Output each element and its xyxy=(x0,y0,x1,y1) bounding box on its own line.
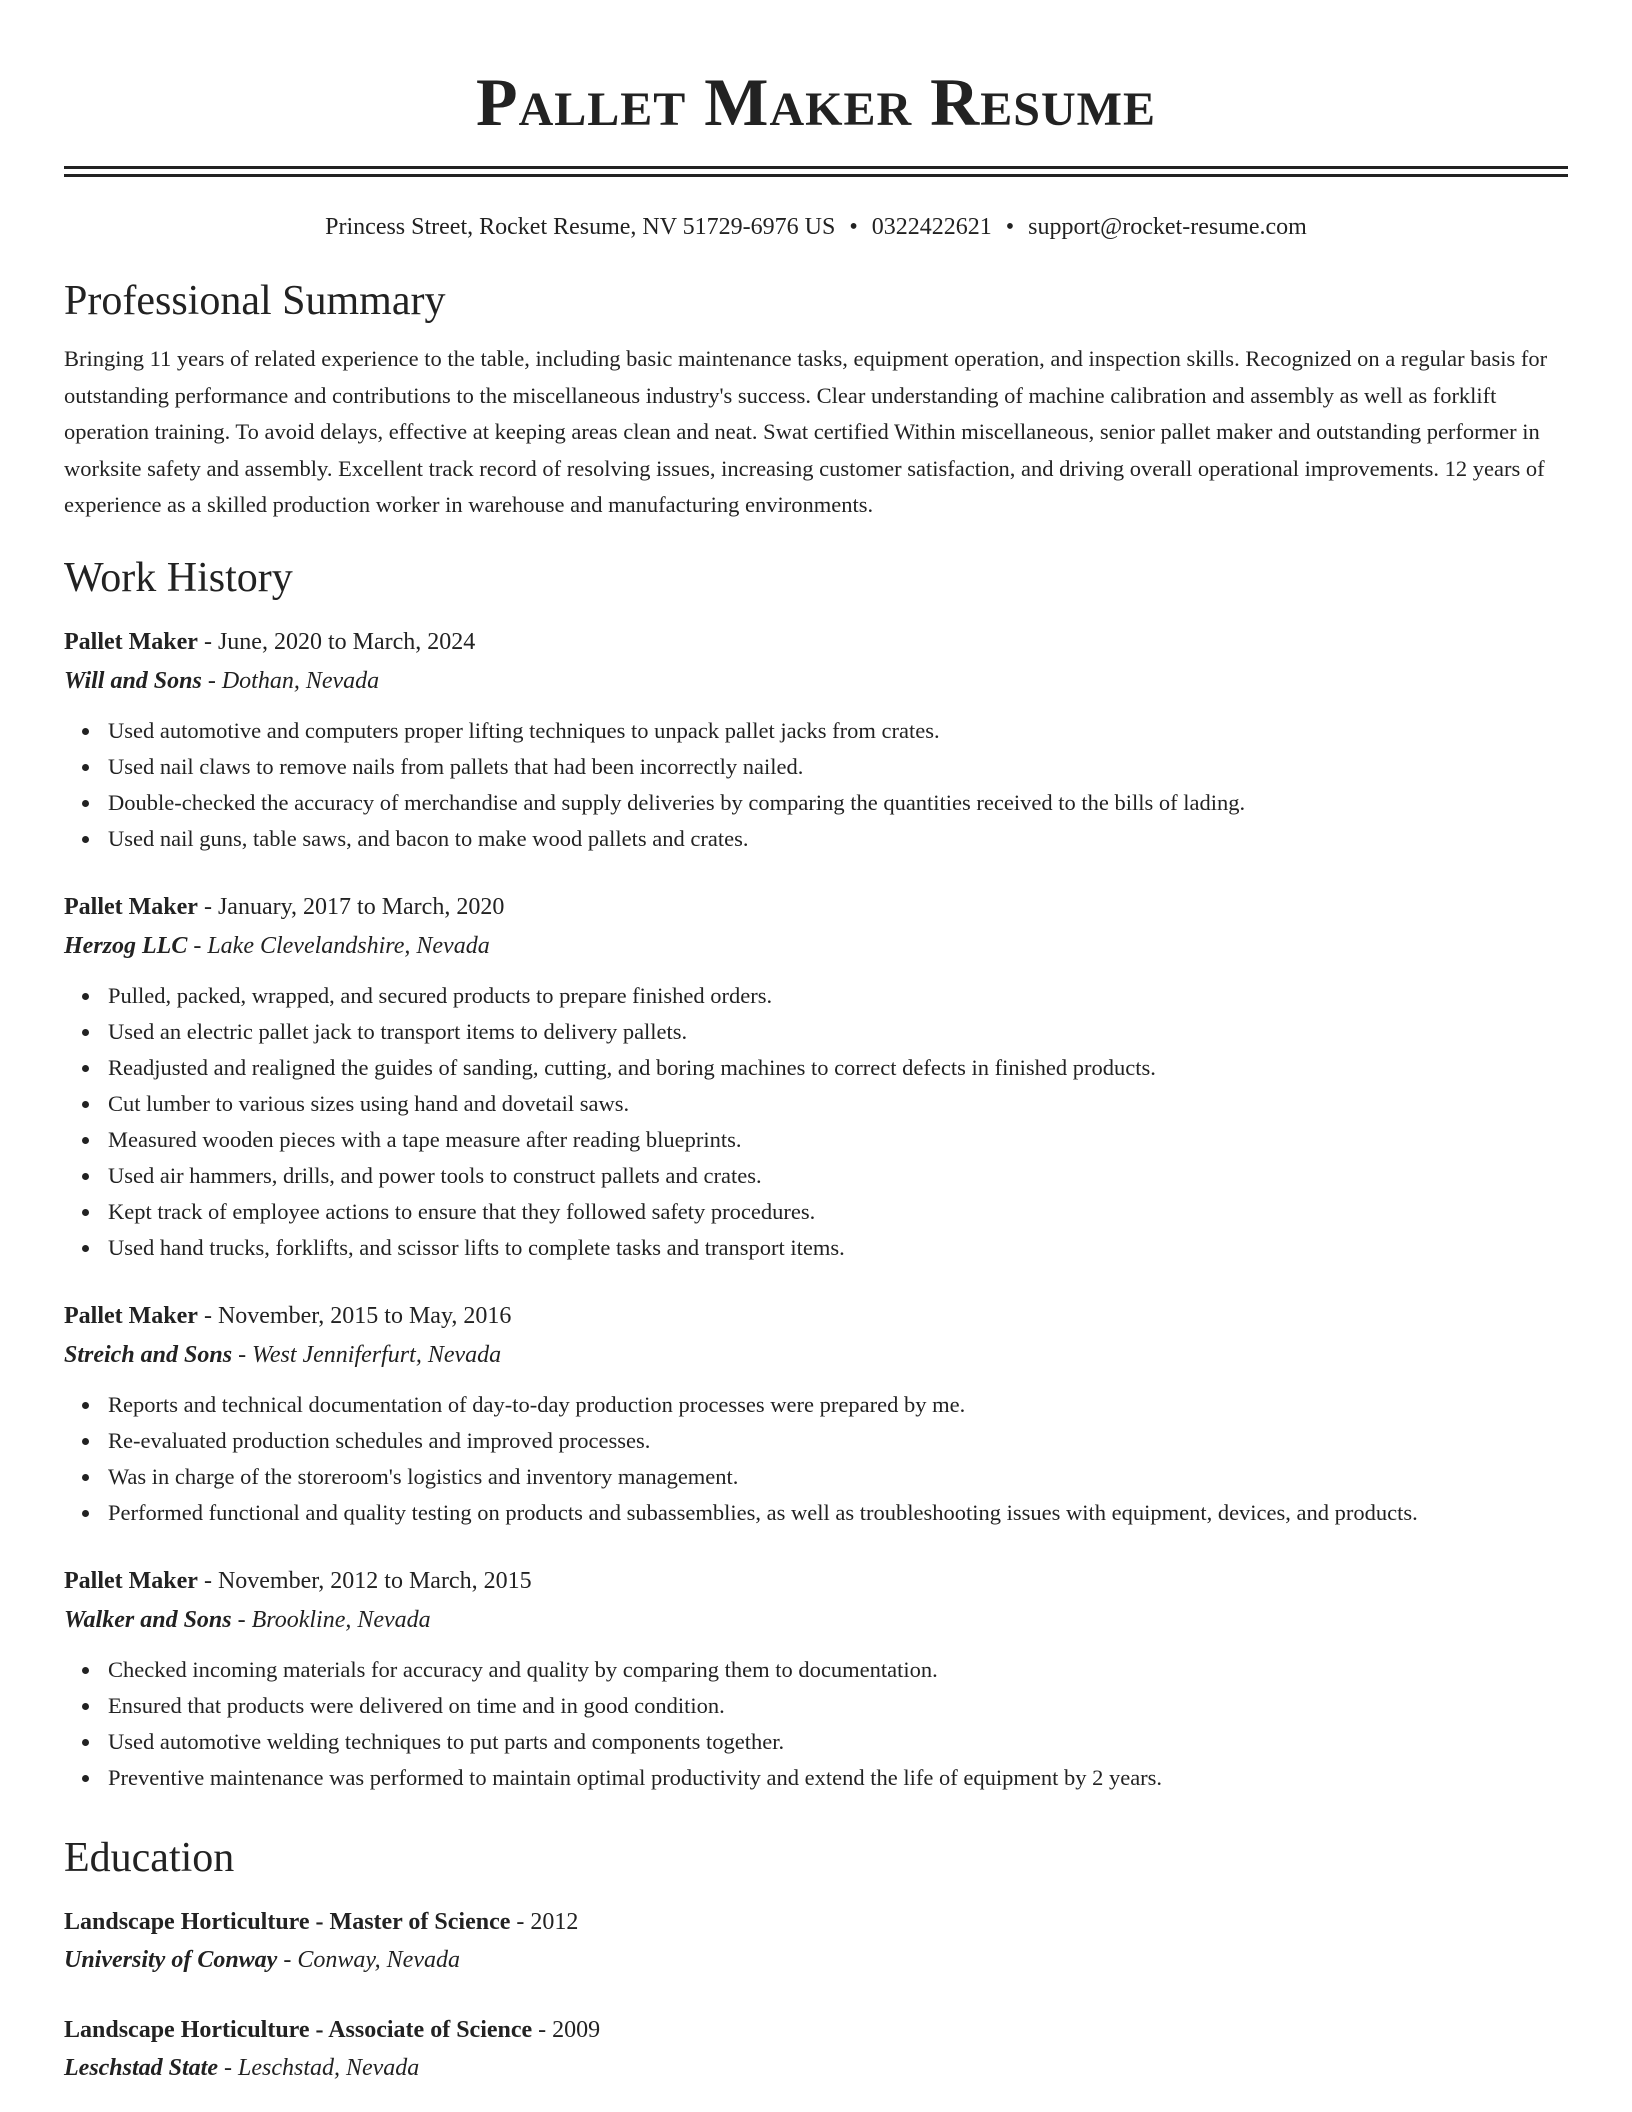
job-dates: - January, 2017 to March, 2020 xyxy=(197,893,505,920)
list-item: Ensured that products were delivered on time and in good condition. xyxy=(108,1688,1568,1724)
list-item: Pulled, packed, wrapped, and secured products to prepare finished orders. xyxy=(108,978,1568,1014)
job-location: - Brookline, Nevada xyxy=(231,1606,431,1633)
job-header xyxy=(64,626,1568,658)
job-title: Pallet Maker xyxy=(64,1567,198,1594)
list-item: Double-checked the accuracy of merchandise and supply deliveries by comparing the quantities received to the bills of lading. xyxy=(108,785,1568,821)
degree: Landscape Horticulture - Associate of Science xyxy=(64,2016,533,2043)
education-section xyxy=(64,1830,1568,2084)
list-item: Used air hammers, drills, and power tools to construct pallets and crates. xyxy=(108,1158,1568,1194)
school-name: Leschstad State xyxy=(64,2054,218,2081)
list-item: Preventive maintenance was performed to maintain optimal productivity and extend the life of equipment by 2 years. xyxy=(108,1760,1568,1796)
job-title: Pallet Maker xyxy=(64,628,198,655)
list-item: Performed functional and quality testing on products and subassemblies, as well as troubleshooting issues with equipment, devices, and products. xyxy=(108,1495,1568,1531)
job-location: - Dothan, Nevada xyxy=(201,667,380,694)
job-bullet-list xyxy=(64,713,1568,857)
list-item: Used nail guns, table saws, and bacon to make wood pallets and crates. xyxy=(108,821,1568,857)
school-line xyxy=(64,1944,1568,1976)
list-item: Reports and technical documentation of day-to-day production processes were prepared by me. xyxy=(108,1387,1568,1423)
contact-email: support@rocket-resume.com xyxy=(1028,214,1307,240)
education-header xyxy=(64,1906,1568,1938)
school-line xyxy=(64,2052,1568,2084)
contact-separator: • xyxy=(1005,214,1015,240)
job-title: Pallet Maker xyxy=(64,893,198,920)
contact-line xyxy=(64,211,1568,243)
job-dates: - November, 2012 to March, 2015 xyxy=(197,1567,532,1594)
education-entry xyxy=(64,2014,1568,2084)
list-item: Was in charge of the storeroom's logistics and inventory management. xyxy=(108,1459,1568,1495)
job-entry xyxy=(64,1565,1568,1796)
job-location: - West Jenniferfurt, Nevada xyxy=(232,1341,502,1368)
contact-separator: • xyxy=(849,214,858,240)
resume-title: Pallet Maker Resume xyxy=(476,64,1156,140)
section-heading: Education xyxy=(64,1834,235,1881)
list-item: Cut lumber to various sizes using hand and dovetail saws. xyxy=(108,1086,1568,1122)
education-entry xyxy=(64,1906,1568,1976)
job-bullet-list xyxy=(64,1652,1568,1796)
graduation-year: - 2009 xyxy=(532,2016,601,2043)
degree: Landscape Horticulture - Master of Science xyxy=(64,1908,511,1935)
job-entry xyxy=(64,1300,1568,1531)
contact-phone: 0322422621 xyxy=(871,214,992,240)
list-item: Measured wooden pieces with a tape measure after reading blueprints. xyxy=(108,1122,1568,1158)
job-header xyxy=(64,1565,1568,1597)
job-company: Walker and Sons xyxy=(64,1606,232,1633)
job-title: Pallet Maker xyxy=(64,1302,198,1329)
job-bullet-list xyxy=(64,978,1568,1266)
job-company-line xyxy=(64,1604,1568,1636)
education-header xyxy=(64,2014,1568,2046)
professional-summary-section xyxy=(64,273,1568,524)
job-dates: - November, 2015 to May, 2016 xyxy=(197,1302,512,1329)
job-header xyxy=(64,891,1568,923)
school-location: - Conway, Nevada xyxy=(277,1946,460,1973)
summary-paragraph: Bringing 11 years of related experience to the table, including basic maintenance tasks, equipment operation, and inspection skills. Recognized on a regular basis for outstanding performance and contributions to the miscellaneous industry's success. Clear understanding of machine calibration and assembly as well as forklift operation training. To avoid delays, effective at keeping areas clean and neat. Swat certified Within miscellaneous, senior pallet maker and outstanding performer in worksite safety and assembly. Excellent track record of resolving issues, increasing customer satisfaction, and driving overall operational improvements. 12 years of experience as a skilled production worker in warehouse and manufacturing environments. xyxy=(64,346,1548,517)
section-heading: Work History xyxy=(64,554,293,601)
list-item: Used nail claws to remove nails from pallets that had been incorrectly nailed. xyxy=(108,749,1568,785)
school-location: - Leschstad, Nevada xyxy=(218,2054,420,2081)
job-company: Will and Sons xyxy=(64,667,202,694)
title-divider-top xyxy=(64,166,1568,169)
job-entry xyxy=(64,626,1568,857)
job-location: - Lake Clevelandshire, Nevada xyxy=(187,932,490,959)
job-company-line xyxy=(64,665,1568,697)
job-entry xyxy=(64,891,1568,1266)
list-item: Re-evaluated production schedules and improved processes. xyxy=(108,1423,1568,1459)
list-item: Kept track of employee actions to ensure that they followed safety procedures. xyxy=(108,1194,1568,1230)
job-company-line xyxy=(64,930,1568,962)
list-item: Used automotive and computers proper lifting techniques to unpack pallet jacks from crates. xyxy=(108,713,1568,749)
list-item: Checked incoming materials for accuracy and quality by comparing them to documentation. xyxy=(108,1652,1568,1688)
job-header xyxy=(64,1300,1568,1332)
job-bullet-list xyxy=(64,1387,1568,1531)
work-history-section xyxy=(64,550,1568,1796)
job-company-line xyxy=(64,1339,1568,1371)
list-item: Readjusted and realigned the guides of sanding, cutting, and boring machines to correct defects in finished products. xyxy=(108,1050,1568,1086)
title-divider-bottom xyxy=(64,174,1568,177)
school-name: University of Conway xyxy=(64,1946,278,1973)
resume-page xyxy=(64,0,1568,2084)
list-item: Used an electric pallet jack to transport items to delivery pallets. xyxy=(108,1014,1568,1050)
job-dates: - June, 2020 to March, 2024 xyxy=(197,628,476,655)
job-company: Herzog LLC xyxy=(64,932,188,959)
list-item: Used automotive welding techniques to put parts and components together. xyxy=(108,1724,1568,1760)
contact-address: Princess Street, Rocket Resume, NV 51729-6976 US xyxy=(325,214,836,240)
job-company: Streich and Sons xyxy=(64,1341,233,1368)
list-item: Used hand trucks, forklifts, and scissor lifts to complete tasks and transport items. xyxy=(108,1230,1568,1266)
section-heading: Professional Summary xyxy=(64,278,446,324)
graduation-year: - 2012 xyxy=(510,1908,579,1935)
